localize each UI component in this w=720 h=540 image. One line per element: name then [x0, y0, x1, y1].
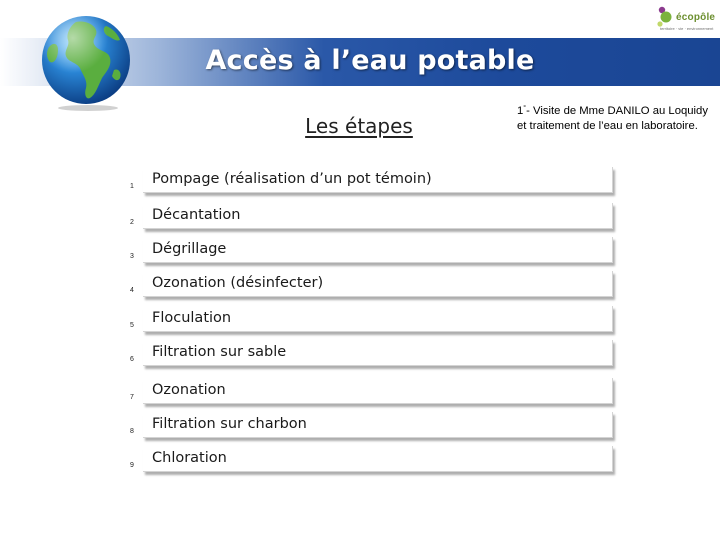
step-box [143, 378, 613, 404]
step-label: Ozonation [152, 382, 226, 398]
note-number: 1 [517, 105, 524, 117]
slide-title: Accès à l’eau potable [205, 45, 535, 76]
side-note [517, 101, 715, 134]
note-text: - Visite de Mme DANILO au Loquidy et traitement de l’eau en laboratoire. [517, 105, 708, 132]
step-number: 5 [130, 322, 134, 329]
step-item [120, 378, 616, 404]
step-item [120, 271, 616, 297]
step-box [143, 412, 613, 438]
step-label: Décantation [152, 207, 241, 223]
step-box [143, 340, 613, 366]
step-number: 2 [130, 219, 134, 226]
step-number: 3 [130, 253, 134, 260]
step-item [120, 340, 616, 366]
logo-tagline: territoire · vie · environnement [660, 26, 714, 31]
step-label: Filtration sur sable [152, 344, 287, 360]
step-item [120, 446, 616, 472]
step-box [143, 306, 613, 332]
step-label: Dégrillage [152, 241, 227, 257]
step-box [143, 446, 613, 472]
step-number: 6 [130, 356, 134, 363]
step-number: 7 [130, 394, 134, 401]
globe-icon [36, 12, 136, 112]
step-label: Chloration [152, 450, 227, 466]
step-box [143, 203, 613, 229]
step-number: 8 [130, 428, 134, 435]
slide-subtitle: Les étapes [305, 114, 413, 138]
note-degree: ° [523, 105, 527, 112]
step-item [120, 237, 616, 263]
step-label: Floculation [152, 310, 232, 326]
step-box [143, 271, 613, 297]
step-box [143, 167, 613, 193]
step-box [143, 237, 613, 263]
step-item [120, 412, 616, 438]
step-number: 1 [130, 183, 134, 190]
logo-name: écopôle [676, 12, 716, 23]
step-label: Ozonation (désinfecter) [152, 275, 324, 291]
step-number: 4 [130, 287, 134, 294]
step-item [120, 167, 616, 193]
step-label: Filtration sur charbon [152, 416, 307, 432]
step-number: 9 [130, 462, 134, 469]
step-label: Pompage (réalisation d’un pot témoin) [152, 171, 432, 187]
step-item [120, 306, 616, 332]
step-item [120, 203, 616, 229]
